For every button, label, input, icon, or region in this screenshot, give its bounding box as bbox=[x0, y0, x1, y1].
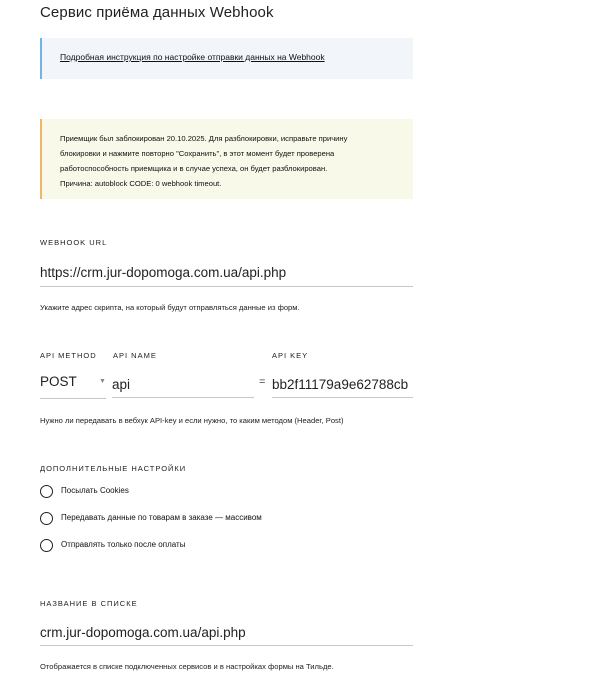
warning-box bbox=[40, 119, 413, 199]
api-name-label: API NAME bbox=[113, 351, 157, 360]
warning-line: работоспособность приемщика и в случае успеха, он будет разблокирован. bbox=[60, 164, 328, 173]
webhook-url-hint: Укажите адрес скрипта, на который будут отправляться данные из форм. bbox=[40, 303, 300, 312]
option-label: Посылать Cookies bbox=[61, 486, 129, 495]
info-box bbox=[40, 38, 413, 79]
api-method-value: POST bbox=[40, 374, 77, 389]
warning-reason: Причина: autoblock CODE: 0 webhook timeout. bbox=[60, 179, 222, 188]
radio-button[interactable] bbox=[40, 512, 53, 525]
warning-line: блокировки и нажмите повторно "Сохранить", в этот момент будет проверена bbox=[60, 149, 335, 158]
api-key-input[interactable] bbox=[272, 372, 413, 398]
webhook-url-label: WEBHOOK URL bbox=[40, 238, 108, 247]
list-name-label: НАЗВАНИЕ В СПИСКЕ bbox=[40, 599, 138, 608]
api-key-label: API KEY bbox=[272, 351, 309, 360]
extra-settings-label: ДОПОЛНИТЕЛЬНЫЕ НАСТРОЙКИ bbox=[40, 464, 187, 473]
option-label: Передавать данные по товарам в заказе — массивом bbox=[61, 513, 262, 522]
instruction-link[interactable]: Подробная инструкция по настройке отправки данных на Webhook bbox=[60, 52, 325, 62]
warning-line: Приемщик был заблокирован 20.10.2025. Для разблокировки, исправьте причину bbox=[60, 134, 348, 143]
api-method-label: API METHOD bbox=[40, 351, 97, 360]
page-title: Сервис приёма данных Webhook bbox=[40, 4, 274, 21]
equals-sign: = bbox=[259, 376, 266, 388]
option-label: Отправлять только после оплаты bbox=[61, 540, 186, 549]
radio-button[interactable] bbox=[40, 485, 53, 498]
radio-button[interactable] bbox=[40, 539, 53, 552]
api-name-input[interactable] bbox=[112, 372, 254, 398]
chevron-down-icon: ▼ bbox=[99, 378, 106, 385]
api-hint: Нужно ли передавать в вебхук API-key и если нужно, то каким методом (Header, Post) bbox=[40, 416, 344, 425]
list-name-hint: Отображается в списке подключенных сервисов и в настройках формы на Тильде. bbox=[40, 662, 334, 671]
webhook-url-input[interactable] bbox=[40, 259, 413, 287]
list-name-input[interactable] bbox=[40, 619, 413, 646]
api-method-underline bbox=[40, 398, 106, 399]
